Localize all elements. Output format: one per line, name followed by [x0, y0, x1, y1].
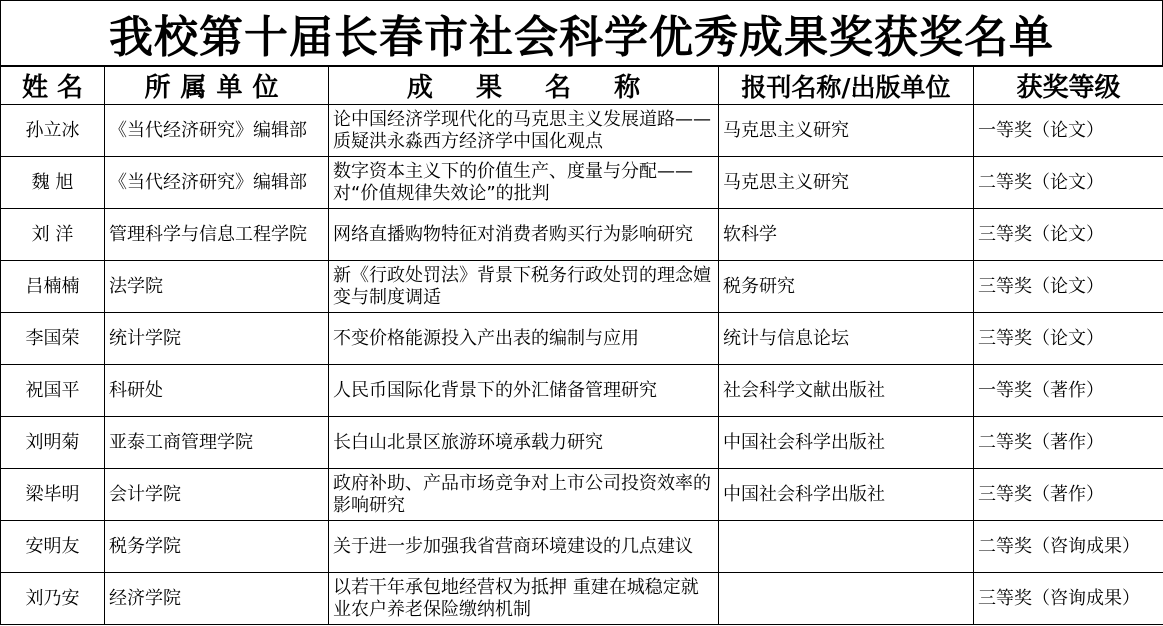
cell-achievement[interactable]: 人民币国际化背景下的外汇储备管理研究	[329, 365, 719, 417]
cell-achievement[interactable]: 不变价格能源投入产出表的编制与应用	[329, 313, 719, 365]
cell-publisher[interactable]: 马克思主义研究	[719, 157, 974, 209]
cell-name[interactable]: 魏 旭	[1, 157, 105, 209]
header-row	[1, 67, 1163, 105]
cell-name[interactable]: 刘乃安	[1, 573, 105, 625]
cell-award[interactable]: 三等奖（论文）	[974, 313, 1163, 365]
cell-achievement[interactable]: 网络直播购物特征对消费者购买行为影响研究	[329, 209, 719, 261]
table-row	[1, 157, 1163, 209]
table-row	[1, 573, 1163, 625]
cell-achievement[interactable]: 关于进一步加强我省营商环境建设的几点建议	[329, 521, 719, 573]
cell-unit[interactable]: 经济学院	[105, 573, 329, 625]
cell-unit[interactable]: 《当代经济研究》编辑部	[105, 105, 329, 157]
cell-publisher[interactable]	[719, 573, 974, 625]
award-table	[0, 66, 1163, 625]
cell-name[interactable]: 祝国平	[1, 365, 105, 417]
cell-unit[interactable]: 会计学院	[105, 469, 329, 521]
cell-publisher[interactable]: 中国社会科学出版社	[719, 417, 974, 469]
cell-unit[interactable]: 法学院	[105, 261, 329, 313]
cell-achievement[interactable]: 新《行政处罚法》背景下税务行政处罚的理念嬗变与制度调适	[329, 261, 719, 313]
cell-achievement[interactable]: 数字资本主义下的价值生产、度量与分配——对“价值规律失效论”的批判	[329, 157, 719, 209]
table-row	[1, 521, 1163, 573]
cell-name[interactable]: 吕楠楠	[1, 261, 105, 313]
table-row	[1, 105, 1163, 157]
table-row	[1, 417, 1163, 469]
cell-award[interactable]: 三等奖（咨询成果）	[974, 573, 1163, 625]
cell-unit[interactable]: 亚泰工商管理学院	[105, 417, 329, 469]
header-achievement: 成 果 名 称	[329, 67, 719, 105]
cell-award[interactable]: 二等奖（著作）	[974, 417, 1163, 469]
cell-award[interactable]: 二等奖（论文）	[974, 157, 1163, 209]
page-title: 我校第十届长春市社会科学优秀成果奖获奖名单	[0, 0, 1163, 66]
cell-achievement[interactable]: 政府补助、产品市场竞争对上市公司投资效率的影响研究	[329, 469, 719, 521]
cell-unit[interactable]: 统计学院	[105, 313, 329, 365]
header-unit: 所属单位	[105, 67, 329, 105]
cell-name[interactable]: 刘 洋	[1, 209, 105, 261]
cell-award[interactable]: 三等奖（著作）	[974, 469, 1163, 521]
cell-publisher[interactable]: 税务研究	[719, 261, 974, 313]
header-name: 姓 名	[1, 67, 105, 105]
cell-award[interactable]: 一等奖（著作）	[974, 365, 1163, 417]
cell-achievement[interactable]: 以若干年承包地经营权为抵押 重建在城稳定就业农户养老保险缴纳机制	[329, 573, 719, 625]
cell-publisher[interactable]: 统计与信息论坛	[719, 313, 974, 365]
table-row	[1, 365, 1163, 417]
cell-unit[interactable]: 《当代经济研究》编辑部	[105, 157, 329, 209]
cell-publisher[interactable]	[719, 521, 974, 573]
table-row	[1, 313, 1163, 365]
cell-name[interactable]: 梁毕明	[1, 469, 105, 521]
table-row	[1, 209, 1163, 261]
cell-publisher[interactable]: 软科学	[719, 209, 974, 261]
cell-award[interactable]: 一等奖（论文）	[974, 105, 1163, 157]
cell-award[interactable]: 三等奖（论文）	[974, 209, 1163, 261]
cell-award[interactable]: 三等奖（论文）	[974, 261, 1163, 313]
table-row	[1, 261, 1163, 313]
header-publisher: 报刊名称/出版单位	[719, 67, 974, 105]
cell-name[interactable]: 孙立冰	[1, 105, 105, 157]
cell-achievement[interactable]: 长白山北景区旅游环境承载力研究	[329, 417, 719, 469]
table-row	[1, 469, 1163, 521]
cell-award[interactable]: 二等奖（咨询成果）	[974, 521, 1163, 573]
cell-name[interactable]: 安明友	[1, 521, 105, 573]
cell-achievement[interactable]: 论中国经济学现代化的马克思主义发展道路——质疑洪永淼西方经济学中国化观点	[329, 105, 719, 157]
cell-publisher[interactable]: 中国社会科学出版社	[719, 469, 974, 521]
header-award: 获奖等级	[974, 67, 1163, 105]
cell-unit[interactable]: 科研处	[105, 365, 329, 417]
cell-name[interactable]: 刘明菊	[1, 417, 105, 469]
cell-publisher[interactable]: 马克思主义研究	[719, 105, 974, 157]
cell-unit[interactable]: 管理科学与信息工程学院	[105, 209, 329, 261]
cell-unit[interactable]: 税务学院	[105, 521, 329, 573]
cell-name[interactable]: 李国荣	[1, 313, 105, 365]
cell-publisher[interactable]: 社会科学文献出版社	[719, 365, 974, 417]
